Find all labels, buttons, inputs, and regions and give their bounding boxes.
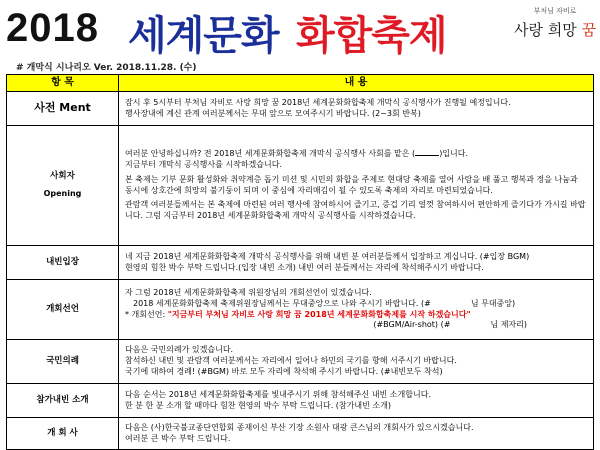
- table-row: [7, 126, 594, 246]
- row-label: 내빈입장: [7, 246, 119, 280]
- row-content: 자 그럼 2018년 세계문화화합축제 위원장님의 개회선언이 있겠습니다. 2018 세계문화화합축제 축제위원장님께서는 무대중앙으로 나와 주시기 바랍니다. (# 님 무대중앙) * 개회선언: "지금부터 부처님 자비로 사랑 희망 꿈 2018년 세계문화화합축제를 시작 하겠습니다" (#BGM/Air-shot) (# 님 제자리): [119, 280, 594, 340]
- row-label: 사전 Ment: [7, 92, 119, 126]
- table-row: [7, 280, 594, 340]
- title-harmony-festival: 화합축제: [296, 13, 447, 59]
- row-content: 여러분 안녕하십니까? 전 2018년 세계문화화합축제 개막식 공식행사 사회를 맡은 ( )입니다. 지금부터 개막식 공식행사를 시작하겠습니다. 본 축제는 기부 문화 활성화와 취약계층 돕기 미션 및 시민의 화합을 주제로 현대당 축제를 열어 사람을 배 풀고 행복과 정을 나눔과 동시에 상호간에 희망의 불기둥이 되며 이 중심에 자리매김이 될 수 있도록 축제의 자리로 마련되었습니다. 관람객 여러분들께서는 본 축제에 마련된 여러 행사에 참여하시어 즐기고, 증겁 기리 얼껏 참여하시어 편안하게 즐기다가 가시길 바랍니다. 그럼 지금부터 2018년 세계문화화합축제 개막식 공식행사를 시작하겠습니다.: [119, 126, 594, 246]
- table-row: [7, 418, 594, 450]
- row-label: 참가내빈 소개: [7, 384, 119, 418]
- row-content: 다음은 국민의례가 있겠습니다. 참석하신 내빈 및 관람객 여러분께서는 자리에서 일어나 하민의 국기를 향해 서주시기 바랍니다. 국기에 대하여 경례! (#BGM) 바로 모두 자리에 착석해 주시기 바랍니다. (#내빈모두 착석): [119, 340, 594, 384]
- row-label: 사회자 Opening: [7, 126, 119, 246]
- table-row: [7, 384, 594, 418]
- opening-declaration: "지금부터 부처님 자비로 사랑 희망 꿈 2018년 세계문화화합축제를 시작 하겠습니다": [167, 309, 471, 319]
- row-content: 네 지금 2018년 세계문화화합축제 개막식 공식행사를 위해 내빈 분 여러분들께서 입장하고 계십니다. (#입장 BGM) 현영의 힘찬 박수 부탁 드립니다.(입장 내빈 소개) 내빈 여러 분들께서는 자리에 착석해주시기 바랍니다.: [119, 246, 594, 280]
- logo-slogan: 사랑 희망 꿈: [513, 21, 597, 39]
- row-label: 국민의례: [7, 340, 119, 384]
- table-header-row: [7, 75, 594, 92]
- page-header: [0, 0, 600, 58]
- column-header-content: 내 용: [119, 75, 594, 92]
- festival-logo: [513, 6, 597, 56]
- scenario-table: [6, 74, 594, 450]
- logo-caption: 부처님 자비로: [533, 7, 577, 15]
- scenario-version: # 개막식 시나리오 Ver. 2018.11.28. (수): [16, 63, 197, 73]
- title-world-culture: 세계문화: [128, 13, 279, 59]
- row-content: 잠시 후 5시부터 부처님 자비로 사랑 희망 꿈 2018년 세계문화화합축제 개막식 공식행사가 진행될 예정입니다. 행사장내에 계신 관계 여러분께서는 무대 앞으로 모여주시기 바랍니다. (2~3회 반복): [119, 92, 594, 126]
- table-row: [7, 246, 594, 280]
- column-header-item: 항 목: [7, 75, 119, 92]
- table-row: [7, 92, 594, 126]
- table-row: [7, 340, 594, 384]
- title-year: 2018: [6, 6, 99, 50]
- row-content: 다음은 (사)한국불교종단연합회 종재이신 부산 기장 소원사 대광 큰스님의 개회사가 있으시겠습니다. 여러분 큰 박수 부탁 드립니다.: [119, 418, 594, 450]
- row-content: 다음 순서는 2018년 세계문화화합축제를 빛내주시기 위해 참석해주신 내빈 소개합니다. 한 분 한 분 소개 할 때마다 힘찬 현영의 박수 부탁 드립니다. (참가내빈 소개): [119, 384, 594, 418]
- row-label: 개회선언: [7, 280, 119, 340]
- row-label: 개 회 사: [7, 418, 119, 450]
